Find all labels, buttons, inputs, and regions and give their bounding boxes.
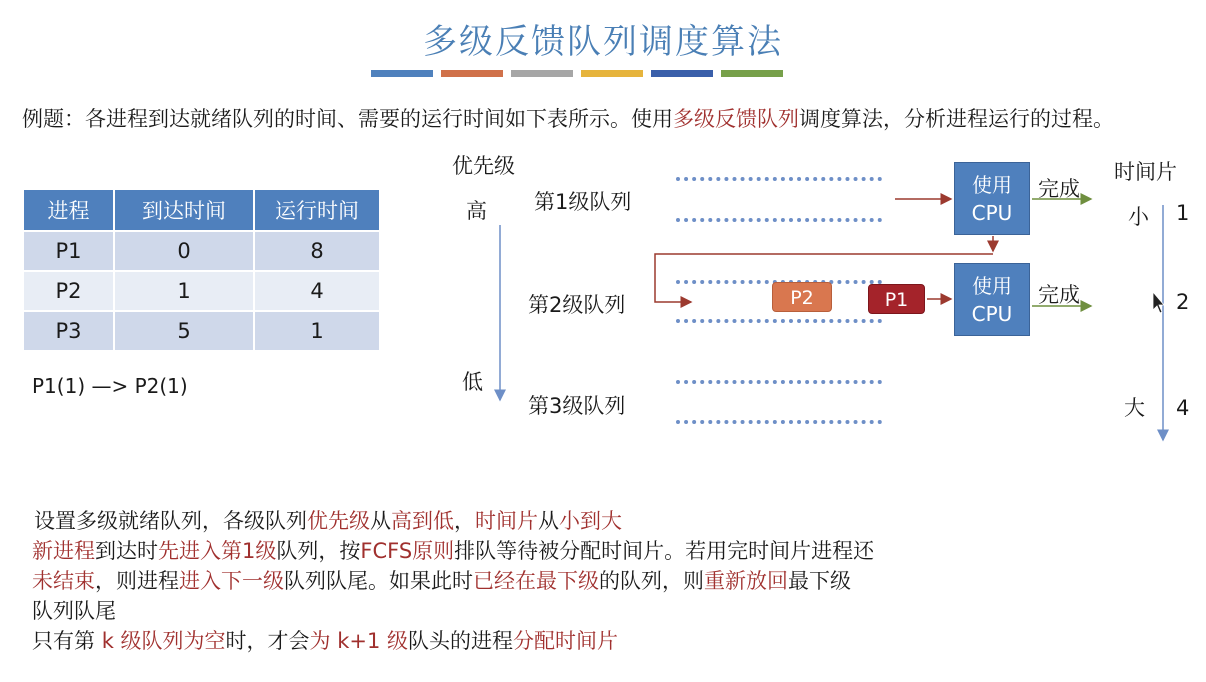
plain-text: 排队等待被分配时间片。若用完时间片进程还 — [454, 539, 875, 563]
timeslice-label: 时间片 — [1114, 160, 1177, 184]
queue-label-1: 第1级队列 — [534, 190, 632, 214]
highlight-text: 优先级 — [307, 509, 370, 533]
plain-text: 设置多级就绪队列，各级队列 — [34, 509, 307, 533]
progress-note: P1(1) —> P2(1) — [32, 374, 188, 398]
slide-title: 多级反馈队列调度算法 — [423, 22, 783, 62]
rules-text — [32, 506, 1182, 656]
timeslice-value-1: 1 — [1176, 201, 1190, 225]
highlight-text: 先进入第1级 — [158, 539, 277, 563]
table-cell: 4 — [254, 271, 380, 311]
intro-highlight: 多级反馈队列 — [673, 107, 799, 131]
highlight-text: FCFS原则 — [360, 539, 455, 563]
requeue-to-level2-arrow — [655, 254, 993, 302]
plain-text: ， — [454, 509, 475, 533]
timeslice-large-label: 大 — [1124, 396, 1145, 420]
table-cell: 1 — [114, 271, 254, 311]
queue-label-2: 第2级队列 — [528, 293, 626, 317]
cpu-label-line1: 使用 — [972, 173, 1012, 197]
intro-suffix: 调度算法，分析进程运行的过程。 — [799, 107, 1114, 131]
cpu-label-line1: 使用 — [972, 274, 1012, 298]
rule-line-1 — [34, 506, 1182, 536]
plain-text: 只有第 — [32, 629, 102, 653]
timeslice-small-label: 小 — [1128, 205, 1149, 229]
plain-text: 队列队尾 — [32, 599, 116, 623]
highlight-text: 重新放回 — [704, 569, 788, 593]
highlight-text: 进入下一级 — [179, 569, 284, 593]
table-cell: 0 — [114, 231, 254, 271]
priority-high-label: 高 — [466, 199, 487, 223]
table-cell: 1 — [254, 311, 380, 351]
queue-label-3: 第3级队列 — [528, 394, 626, 418]
table-header: 进程 — [23, 189, 114, 231]
table-cell: P3 — [23, 311, 114, 351]
plain-text: 队列队尾。如果此时 — [284, 569, 473, 593]
highlight-text: 为 k+1 级 — [309, 629, 408, 653]
timeslice-value-3: 4 — [1176, 396, 1190, 420]
done-label-1: 完成 — [1038, 177, 1080, 201]
table-cell: P1 — [23, 231, 114, 271]
highlight-text: 未结束 — [32, 569, 95, 593]
plain-text: ，则进程 — [95, 569, 179, 593]
process-p1-box: P1 — [868, 284, 925, 314]
intro-prefix: 例题：各进程到达就绪队列的时间、需要的运行时间如下表所示。使用 — [22, 107, 673, 131]
cpu-label-line2: CPU — [971, 201, 1013, 225]
rule-line-4 — [32, 596, 1182, 626]
rule-line-3 — [32, 566, 1182, 596]
table-cell: P2 — [23, 271, 114, 311]
cpu-label-line2: CPU — [971, 302, 1013, 326]
plain-text: 从 — [538, 509, 559, 533]
table-header: 运行时间 — [254, 189, 380, 231]
plain-text: 时，才会 — [225, 629, 310, 653]
highlight-text: 已经在最下级 — [473, 569, 599, 593]
table-header: 到达时间 — [114, 189, 254, 231]
highlight-text: 新进程 — [32, 539, 95, 563]
plain-text: 从 — [370, 509, 391, 533]
plain-text: 队列，按 — [276, 539, 361, 563]
timeslice-value-2: 2 — [1176, 290, 1190, 314]
plain-text: 最下级 — [788, 569, 851, 593]
highlight-text: 小到大 — [559, 509, 622, 533]
table-cell: 5 — [114, 311, 254, 351]
priority-label: 优先级 — [452, 154, 515, 178]
rule-line-2 — [32, 536, 1182, 566]
done-label-2: 完成 — [1038, 283, 1080, 307]
plain-text: 到达时 — [95, 539, 158, 563]
highlight-text: 高到低 — [391, 509, 454, 533]
highlight-text: 分配时间片 — [513, 629, 618, 653]
plain-text: 的队列，则 — [599, 569, 704, 593]
priority-low-label: 低 — [462, 370, 483, 394]
process-p2-box: P2 — [772, 282, 832, 312]
highlight-text: 时间片 — [475, 509, 538, 533]
plain-text: 队头的进程 — [408, 629, 513, 653]
rule-line-5 — [32, 626, 1182, 656]
highlight-text: k 级队列为空 — [101, 629, 226, 653]
table-cell: 8 — [254, 231, 380, 271]
